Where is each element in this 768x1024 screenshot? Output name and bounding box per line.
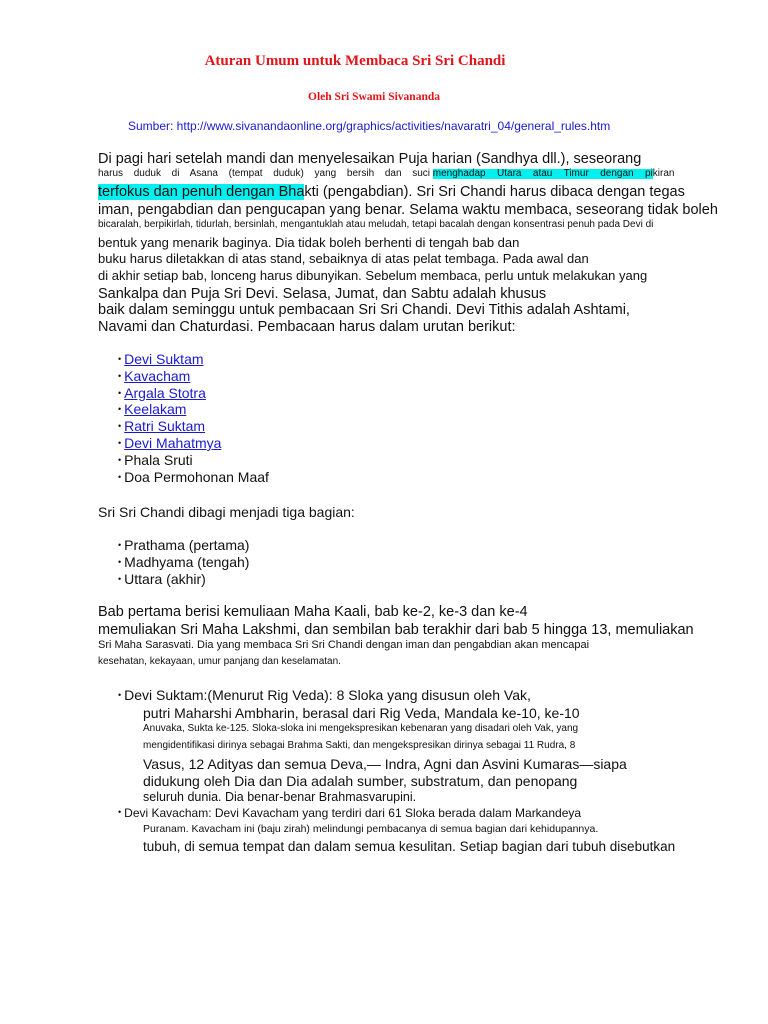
document-author: Oleh Sri Swami Sivananda [308, 91, 440, 103]
detail-line: seluruh dunia. Dia benar-benar Brahmasvarupini. [143, 790, 417, 804]
detail-line: didukung oleh Dia dan Dia adalah sumber, substratum, dan penopang [143, 773, 578, 789]
paragraph-line [98, 185, 685, 200]
paragraph-line: Bab pertama berisi kemuliaan Maha Kaali, bab ke-2, ke-3 dan ke-4 [98, 604, 528, 620]
list-item[interactable] [118, 385, 269, 402]
paragraph-line: buku harus diletakkan di atas stand, sebaiknya di atas pelat tembaga. Pada awal dan [98, 251, 589, 266]
list-link[interactable]: Kavacham [124, 367, 191, 384]
detail-line: tubuh, di semua tempat dan dalam semua kesulitan. Setiap bagian dari tubuh disebutkan [143, 839, 676, 854]
list-item-text: Madhyama (tengah) [124, 553, 250, 570]
detail-line: Vasus, 12 Adityas dan semua Deva,— Indra, Agni dan Asvini Kumaras—siapa [143, 756, 627, 772]
detail-item [118, 688, 531, 702]
bullet-icon: • [118, 573, 122, 584]
text-run: kti (pengabdian). Sri Sri Chandi harus dibaca dengan tegas [304, 184, 685, 200]
list-link[interactable]: Argala Stotra [124, 384, 206, 401]
text-run: harus duduk di Asana (tempat duduk) yang bersih dan suci [98, 168, 430, 179]
list-link[interactable]: Devi Mahatmya [124, 434, 222, 451]
bullet-icon: • [118, 437, 122, 448]
detail-text: Devi Kavacham: Devi Kavacham yang terdiri dari 61 Sloka berada dalam Markandeya [124, 806, 582, 820]
bullet-icon: • [118, 540, 122, 550]
paragraph-line: baik dalam seminggu untuk pembacaan Sri Sri Chandi. Devi Tithis adalah Ashtami, [98, 302, 630, 318]
paragraph-line: kesehatan, kekayaan, umur panjang dan keselamatan. [98, 656, 341, 667]
bullet-icon: • [118, 404, 122, 415]
list-item[interactable] [118, 351, 269, 368]
paragraph-line: di akhir setiap bab, lonceng harus dibunyikan. Sebelum membaca, perlu untuk melakukan yang [98, 268, 648, 283]
list-item-text: Uttara (akhir) [124, 570, 206, 587]
list-link[interactable]: Keelakam [124, 401, 187, 418]
detail-line: Anuvaka, Sukta ke-125. Sloka-sloka ini mengekspresikan kebenaran yang disadari oleh Vak, yang [143, 723, 579, 734]
list-item [118, 537, 249, 554]
list-link[interactable]: Ratri Suktam [124, 418, 206, 435]
paragraph-line [98, 169, 674, 179]
paragraph-line: Navami dan Chaturdasi. Pembacaan harus dalam urutan berikut: [98, 319, 516, 335]
list-item [118, 469, 269, 486]
bullet-icon: • [118, 690, 122, 700]
list-item-text: Phala Sruti [124, 451, 193, 468]
list-item [118, 452, 269, 469]
list-item[interactable] [118, 401, 269, 418]
paragraph-line: Sankalpa dan Puja Sri Devi. Selasa, Jumat, dan Sabtu adalah khusus [98, 286, 547, 302]
parts-list [118, 537, 249, 587]
reading-order-list [118, 351, 269, 485]
list-item[interactable] [118, 368, 269, 385]
detail-line: Puranam. Kavacham ini (baju zirah) melindungi pembacanya di semua bagian dari kehidupannya. [143, 823, 599, 835]
paragraph-line: bicaralah, berpikirlah, tidurlah, bersinlah, mengantuklah atau meludah, tetapi bacalah dengan konsentrasi penuh pada Devi di [98, 219, 654, 230]
bullet-icon: • [118, 807, 122, 817]
paragraph-line: Sri Maha Sarasvati. Dia yang membaca Sri Sri Chandi dengan iman dan pengabdian akan mencapai [98, 639, 590, 651]
paragraph-line: memuliakan Sri Maha Lakshmi, dan sembilan bab terakhir dari bab 5 hingga 13, memuliakan [98, 622, 694, 638]
list-item [118, 554, 249, 571]
paragraph-line: iman, pengabdian dan pengucapan yang benar. Selama waktu membaca, seseorang tidak boleh [98, 202, 718, 218]
bullet-icon: • [118, 370, 122, 381]
list-item [118, 571, 249, 588]
detail-item [118, 807, 581, 819]
list-item[interactable] [118, 418, 269, 435]
source-link[interactable]: Sumber: http://www.sivanandaonline.org/graphics/activities/navaratri_04/general_rules.htm [128, 119, 611, 133]
paragraph-line: bentuk yang menarik baginya. Dia tidak boleh berhenti di tengah bab dan [98, 235, 520, 250]
paragraph-line: Di pagi hari setelah mandi dan menyelesaikan Puja harian (Sandhya dll.), seseorang [98, 151, 642, 167]
detail-line: mengidentifikasi dirinya sebagai Brahma Sakti, dan mengekspresikan dirinya sebagai 11 Rudra, 8 [143, 740, 576, 751]
list-item[interactable] [118, 435, 269, 452]
list-link[interactable]: Devi Suktam [124, 351, 204, 367]
bullet-icon: • [118, 471, 122, 482]
document-title: Aturan Umum untuk Membaca Sri Sri Chandi [204, 53, 506, 69]
parts-intro: Sri Sri Chandi dibagi menjadi tiga bagian: [98, 504, 355, 520]
bullet-icon: • [118, 421, 122, 432]
bullet-icon: • [118, 354, 122, 364]
bullet-icon: • [118, 556, 122, 567]
detail-text: Devi Suktam:(Menurut Rig Veda): 8 Sloka yang disusun oleh Vak, [124, 687, 531, 703]
list-item-text: Prathama (pertama) [124, 537, 250, 553]
bullet-icon: • [118, 454, 122, 465]
list-item-text: Doa Permohonan Maaf [124, 468, 269, 485]
detail-line: putri Maharshi Ambharin, berasal dari Rig Veda, Mandala ke-10, ke-10 [143, 705, 580, 721]
text-run: kiran [652, 168, 675, 179]
highlighted-text: menghadap Utara atau Timur dengan pi [432, 168, 653, 179]
highlighted-text: terfokus dan penuh dengan Bha [98, 184, 305, 200]
bullet-icon: • [118, 387, 122, 398]
